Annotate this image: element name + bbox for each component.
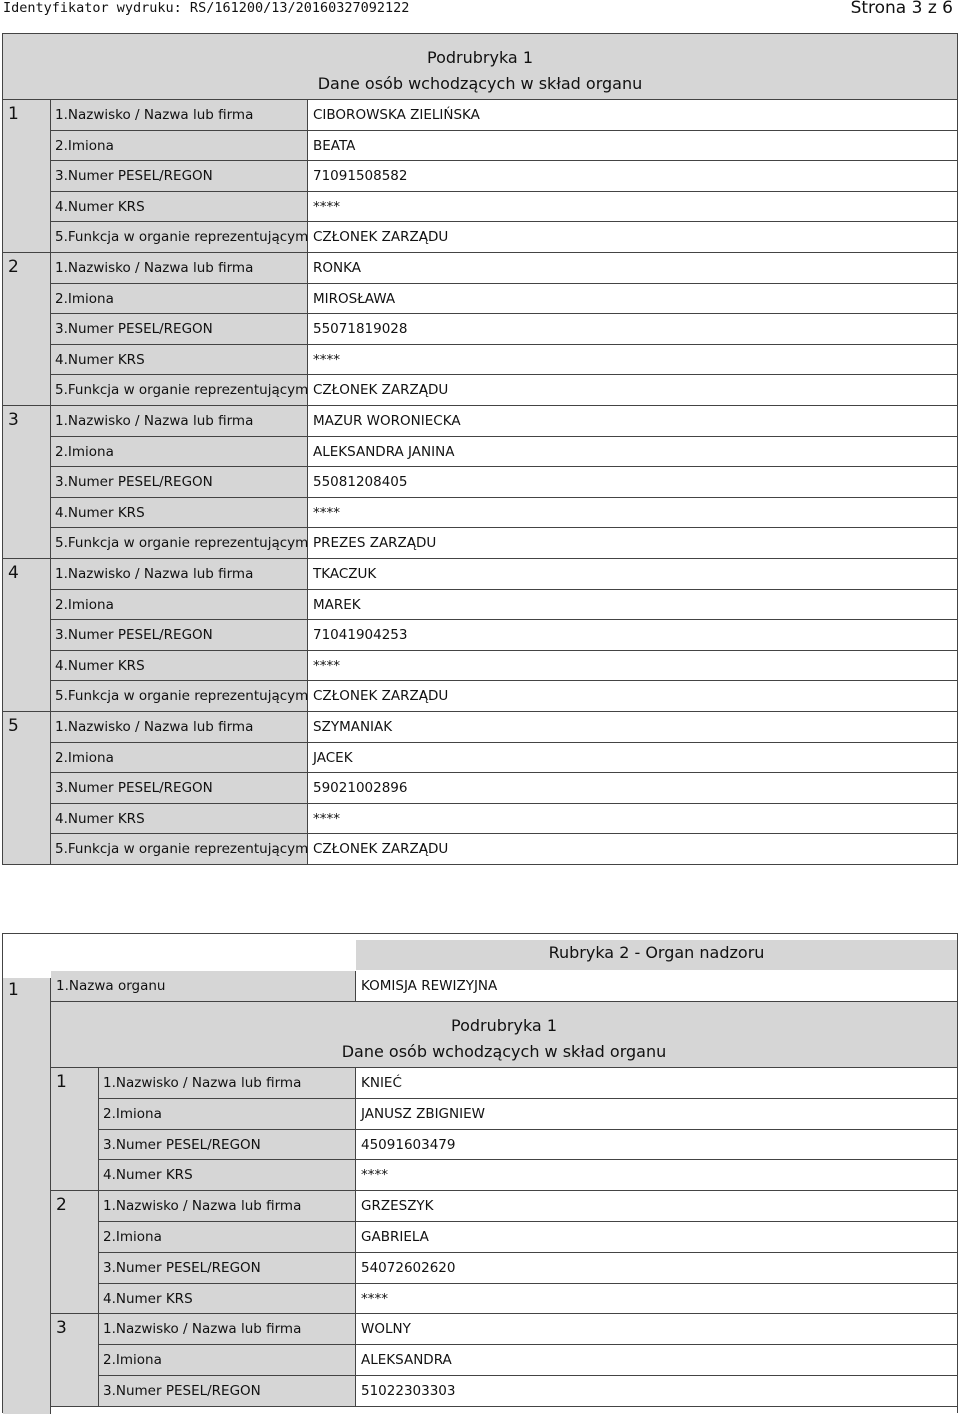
field-label: 5.Funkcja w organie reprezentującym bbox=[51, 834, 308, 864]
field-value: MIROSŁAWA bbox=[308, 284, 957, 314]
field-row bbox=[51, 161, 957, 192]
organ-name-label: 1.Nazwa organu bbox=[51, 971, 356, 1001]
field-row bbox=[51, 467, 957, 498]
field-row bbox=[51, 253, 957, 284]
field-value: MAREK bbox=[308, 590, 957, 620]
field-row bbox=[51, 620, 957, 651]
field-row bbox=[51, 375, 957, 406]
field-value: **** bbox=[308, 192, 957, 222]
field-row bbox=[51, 192, 957, 223]
field-value: JACEK bbox=[308, 743, 957, 773]
field-value: 51022303303 bbox=[356, 1376, 957, 1406]
field-value: JANUSZ ZBIGNIEW bbox=[356, 1099, 957, 1129]
rubric-index: 1 bbox=[3, 978, 51, 1414]
field-value: 45091603479 bbox=[356, 1130, 957, 1160]
field-value: CIBOROWSKA ZIELIŃSKA bbox=[308, 100, 957, 130]
field-label: 1.Nazwisko / Nazwa lub firma bbox=[51, 712, 308, 742]
field-row bbox=[99, 1130, 957, 1161]
field-value: **** bbox=[356, 1284, 957, 1314]
field-row bbox=[99, 1099, 957, 1130]
field-label: 4.Numer KRS bbox=[51, 345, 308, 375]
field-row bbox=[51, 681, 957, 712]
subrubric-subtitle: Dane osób wchodzących w skład organu bbox=[341, 1042, 667, 1061]
field-row bbox=[99, 1222, 957, 1253]
field-label: 2.Imiona bbox=[51, 743, 308, 773]
person-index bbox=[3, 406, 51, 559]
field-label: 3.Numer PESEL/REGON bbox=[51, 620, 308, 650]
subrubric-title: Podrubryka 1 bbox=[451, 1016, 557, 1035]
person-number: 2 bbox=[8, 257, 19, 277]
field-label: 5.Funkcja w organie reprezentującym bbox=[51, 222, 308, 252]
field-label: 1.Nazwisko / Nazwa lub firma bbox=[99, 1314, 356, 1344]
field-label: 1.Nazwisko / Nazwa lub firma bbox=[51, 100, 308, 130]
field-row bbox=[99, 1191, 957, 1222]
field-value: 55071819028 bbox=[308, 314, 957, 344]
rubric-title: Rubryka 2 - Organ nadzoru bbox=[548, 943, 765, 962]
field-row bbox=[99, 1068, 957, 1099]
field-row bbox=[51, 437, 957, 468]
field-value: 59021002896 bbox=[308, 773, 957, 803]
field-label: 4.Numer KRS bbox=[51, 651, 308, 681]
field-row bbox=[51, 743, 957, 774]
subrubric-header bbox=[51, 1002, 957, 1068]
field-value: CZŁONEK ZARZĄDU bbox=[308, 222, 957, 252]
field-value: **** bbox=[308, 804, 957, 834]
section-header bbox=[3, 34, 957, 100]
field-label: 4.Numer KRS bbox=[99, 1160, 356, 1190]
field-label: 2.Imiona bbox=[51, 437, 308, 467]
person-number: 1 bbox=[56, 1072, 67, 1092]
organ-name-value: KOMISJA REWIZYJNA bbox=[356, 971, 957, 1001]
person-index bbox=[3, 712, 51, 865]
field-label: 2.Imiona bbox=[51, 590, 308, 620]
field-row bbox=[99, 1160, 957, 1191]
field-label: 4.Numer KRS bbox=[99, 1284, 356, 1314]
person-number: 3 bbox=[8, 410, 19, 430]
field-value: CZŁONEK ZARZĄDU bbox=[308, 834, 957, 864]
person-number: 2 bbox=[56, 1195, 67, 1216]
person-number: 5 bbox=[8, 716, 19, 736]
field-label: 2.Imiona bbox=[99, 1099, 356, 1129]
person-number: 1 bbox=[8, 104, 19, 124]
field-value: 54072602620 bbox=[356, 1253, 957, 1283]
page-indicator: Strona 3 z 6 bbox=[850, 0, 953, 18]
field-label: 5.Funkcja w organie reprezentującym bbox=[51, 681, 308, 711]
field-value: PREZES ZARZĄDU bbox=[308, 528, 957, 558]
field-row bbox=[51, 559, 957, 590]
person-index bbox=[51, 1191, 99, 1314]
field-row bbox=[99, 1314, 957, 1345]
field-value: BEATA bbox=[308, 131, 957, 161]
field-label: 5.Funkcja w organie reprezentującym bbox=[51, 528, 308, 558]
field-label: 5.Funkcja w organie reprezentującym bbox=[51, 375, 308, 405]
field-label: 3.Numer PESEL/REGON bbox=[51, 773, 308, 803]
field-label: 3.Numer PESEL/REGON bbox=[99, 1253, 356, 1283]
field-value: **** bbox=[308, 345, 957, 375]
field-label: 4.Numer KRS bbox=[51, 498, 308, 528]
field-row bbox=[51, 100, 957, 131]
print-header bbox=[0, 0, 960, 18]
person-number: 3 bbox=[56, 1318, 67, 1339]
field-label: 1.Nazwisko / Nazwa lub firma bbox=[51, 406, 308, 436]
field-row bbox=[51, 131, 957, 162]
field-label: 3.Numer PESEL/REGON bbox=[51, 314, 308, 344]
field-row bbox=[51, 345, 957, 376]
field-value: WOLNY bbox=[356, 1314, 957, 1344]
field-label: 2.Imiona bbox=[51, 131, 308, 161]
field-value: KNIEĆ bbox=[356, 1068, 957, 1098]
field-value: 71091508582 bbox=[308, 161, 957, 191]
field-label: 1.Nazwisko / Nazwa lub firma bbox=[99, 1068, 356, 1098]
organ-persons-list bbox=[51, 1068, 957, 1414]
field-row bbox=[99, 1284, 957, 1315]
field-row bbox=[51, 834, 957, 865]
rubric-title-bar bbox=[356, 940, 957, 970]
field-row bbox=[51, 590, 957, 621]
field-value: MAZUR WORONIECKA bbox=[308, 406, 957, 436]
field-row bbox=[51, 804, 957, 835]
field-label: 2.Imiona bbox=[99, 1222, 356, 1252]
field-row bbox=[51, 284, 957, 315]
field-label: 2.Imiona bbox=[51, 284, 308, 314]
organ-name-row bbox=[51, 971, 957, 1002]
section-subtitle: Dane osób wchodzących w skład organu bbox=[317, 74, 643, 93]
persons-list bbox=[3, 100, 957, 865]
person-index bbox=[51, 1068, 99, 1191]
field-value: 71041904253 bbox=[308, 620, 957, 650]
person-index bbox=[3, 253, 51, 406]
field-label: 1.Nazwisko / Nazwa lub firma bbox=[99, 1191, 356, 1221]
field-value: **** bbox=[308, 651, 957, 681]
field-value: SZYMANIAK bbox=[308, 712, 957, 742]
field-row bbox=[51, 222, 957, 253]
field-value: GRZESZYK bbox=[356, 1191, 957, 1221]
field-value: **** bbox=[356, 1160, 957, 1190]
person-index bbox=[3, 100, 51, 253]
field-value: ALEKSANDRA bbox=[356, 1345, 957, 1375]
field-row bbox=[51, 314, 957, 345]
field-label: 2.Imiona bbox=[99, 1345, 356, 1375]
field-row bbox=[51, 712, 957, 743]
section-representatives bbox=[2, 33, 958, 865]
field-value: CZŁONEK ZARZĄDU bbox=[308, 375, 957, 405]
section-supervisory-organ bbox=[2, 933, 958, 1413]
field-value: ALEKSANDRA JANINA bbox=[308, 437, 957, 467]
field-label: 3.Numer PESEL/REGON bbox=[99, 1376, 356, 1406]
field-row bbox=[99, 1253, 957, 1284]
print-identifier: Identyfikator wydruku: RS/161200/13/20160327092122 bbox=[3, 0, 410, 16]
field-label: 1.Nazwisko / Nazwa lub firma bbox=[51, 559, 308, 589]
field-value: **** bbox=[308, 498, 957, 528]
field-row bbox=[51, 528, 957, 559]
field-value: 55081208405 bbox=[308, 467, 957, 497]
field-row bbox=[99, 1376, 957, 1407]
field-row bbox=[51, 498, 957, 529]
field-value: GABRIELA bbox=[356, 1222, 957, 1252]
section-title: Podrubryka 1 bbox=[427, 48, 533, 67]
field-label: 3.Numer PESEL/REGON bbox=[99, 1130, 356, 1160]
field-value: CZŁONEK ZARZĄDU bbox=[308, 681, 957, 711]
field-label: 1.Nazwisko / Nazwa lub firma bbox=[51, 253, 308, 283]
field-label: 4.Numer KRS bbox=[51, 192, 308, 222]
field-row bbox=[99, 1345, 957, 1376]
field-value: RONKA bbox=[308, 253, 957, 283]
field-label: 3.Numer PESEL/REGON bbox=[51, 467, 308, 497]
field-value: TKACZUK bbox=[308, 559, 957, 589]
field-label: 3.Numer PESEL/REGON bbox=[51, 161, 308, 191]
field-row bbox=[51, 651, 957, 682]
field-label: 4.Numer KRS bbox=[51, 804, 308, 834]
person-number: 4 bbox=[8, 563, 19, 583]
field-row bbox=[51, 406, 957, 437]
person-index bbox=[51, 1314, 99, 1406]
person-index bbox=[3, 559, 51, 712]
field-row bbox=[51, 773, 957, 804]
